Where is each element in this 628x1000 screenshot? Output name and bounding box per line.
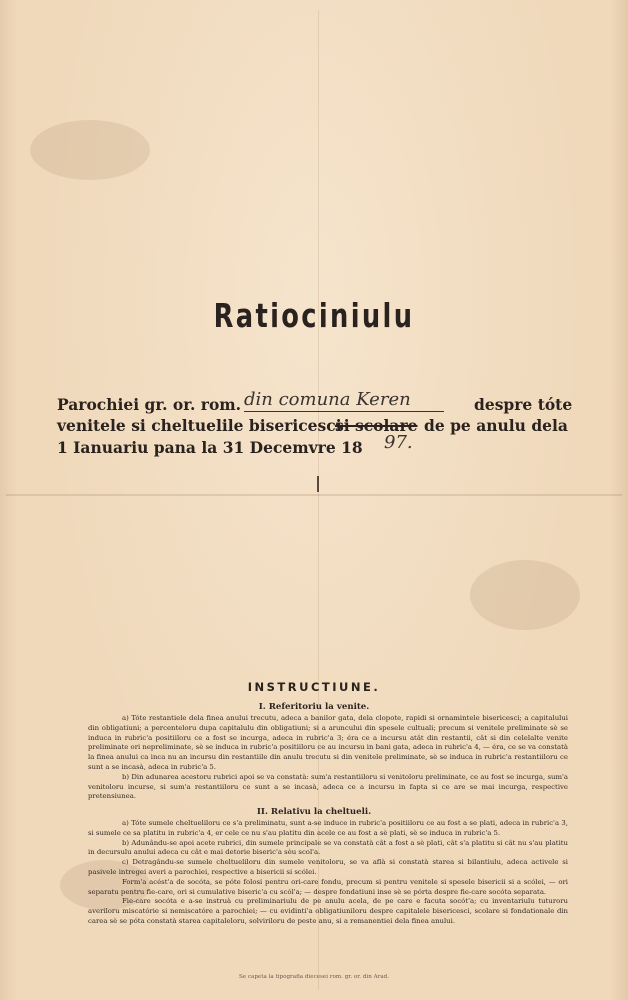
- header-line-2-printed-b: de pe anulu dela: [424, 416, 568, 435]
- section-2-paragraph: b) Adunându-se apoi acete rubrici, din sumele principale se va constatà cât a fost a sè plati, cât s'a platitu si cât nu s'au platitu in decursulu anului adeca cu cât e mai detorie biseric'a sèu scol'a.: [88, 838, 568, 857]
- header-line-2-printed-a: venitele si cheltuelile bisericesci: [57, 416, 342, 435]
- section-1-paragraph: a) Tóte restantiele dela finea anului trecutu, adeca a banilor gata, dela clopote, rapidi si ornamintele bisericesci; a capitalului din obligatiuni; a percenteloru dupa capitalulu din obligatiuni; si a aruncului din spesele cultuali; precum si venitele preliminate sè se induca in rubric'a positiiloru ce a fost se incurga, adeca in rubric'a 3; éra ce a incursu atât din restantii, cât si din celelalte venite preliminate ori nepreliminate, sè se induca in rubric'a positiiloru ce au incursu in bani gata, adeca in rubric'a 4, — éra, ce se va constatà la finea anului ca inca nu an incursu din restantiile din anulu trecutu si din venitele preliminate, sè se induca in rubric'a restantiiloru ce sunt a se incasà, adeca in rubric'a 5.: [88, 714, 568, 771]
- header-line-1-printed-a: Parochiei gr. or. rom.: [57, 395, 242, 414]
- section-1-title: I. Referitoriu la venite.: [258, 702, 370, 712]
- section-2-paragraph: Form'a acést'a de socóta, se póte folosi pentru ori-care fondu, precum si pentru venitele si spesele bisericii si a scólei, — ori separatu pentru fie-care, ori si cumulative biseric'a cu scól'a; — despre fondatiuni inse sè se pórta despre fie-care socóta separata.: [88, 877, 568, 896]
- section-1-paragraph: b) Din adunarea acestoru rubrici apoi se va constatà: sum'a restantiiloru si venitoloru preliminate, ce au fost se incurga, sum'a venitoloru incurse, si sum'a restantiiloru ce sunt a se incasà, adeca ce a incursu in fapta si ce are se mai incurga, respective pretensiunea.: [88, 772, 568, 801]
- section-2-body: [88, 819, 568, 927]
- handwriting-underline: [244, 411, 444, 412]
- header-handwritten-year: 97.: [384, 432, 413, 453]
- section-1-body: [88, 714, 568, 802]
- paper-stain: [470, 560, 580, 630]
- section-2-paragraph: Fie-care socóta e a-se instruà cu preliminariulu de pe anulu acela, de pe care e facuta socót'a; cu inventariulu tuturoru averiloru miscatórie si nemiscatóre a parochiei; — cu evidinti'a obligatiuniloru despre capitalele bisericesci, scolare si fondationale din carea sè se póta constatà starea capitaleloru, solviriloru de peste anu, si a remanentiei dela finea anului.: [88, 897, 568, 925]
- header-line-1-printed-b: despre tóte: [474, 395, 573, 414]
- header-line-2-struck: si scolare: [335, 416, 418, 435]
- instructions-title: INSTRUCTIUNE.: [247, 680, 381, 694]
- printer-footer: Se capeta la tipografia diecesei rom. gr. or. din Arad.: [238, 974, 390, 980]
- section-2-paragraph: a) Tóte sumele cheltueliloru ce s'a preliminatu, sunt a-se induce in rubric'a positiiloru ce au fost a se plati, adeca in rubric'a 3, si sumele ce sa platitu in rubric'a 4, er cele ce nu s'au platitu din acele ce au fost a sè plati, sè se induca in rubric'a 5.: [88, 819, 568, 837]
- section-2-paragraph: c) Detragându-se sumele cheltueliloru din sumele venitoloru, se va aflà si constatà starea si bilantiulu, adeca activele si pasivele intregei averi a parochiei, respective a bisericii si scólei.: [88, 858, 568, 876]
- header-handwritten-commune: din comuna Keren: [244, 389, 411, 410]
- section-2-title: II. Relativu la cheltueli.: [256, 807, 372, 817]
- paper-fold: [6, 494, 622, 496]
- paper-stain: [30, 120, 150, 180]
- document-title: Ratiociniulu: [213, 296, 415, 335]
- ink-mark: [317, 476, 319, 492]
- header-line-3-printed: 1 Ianuariu pana la 31 Decemvre 18: [57, 438, 363, 457]
